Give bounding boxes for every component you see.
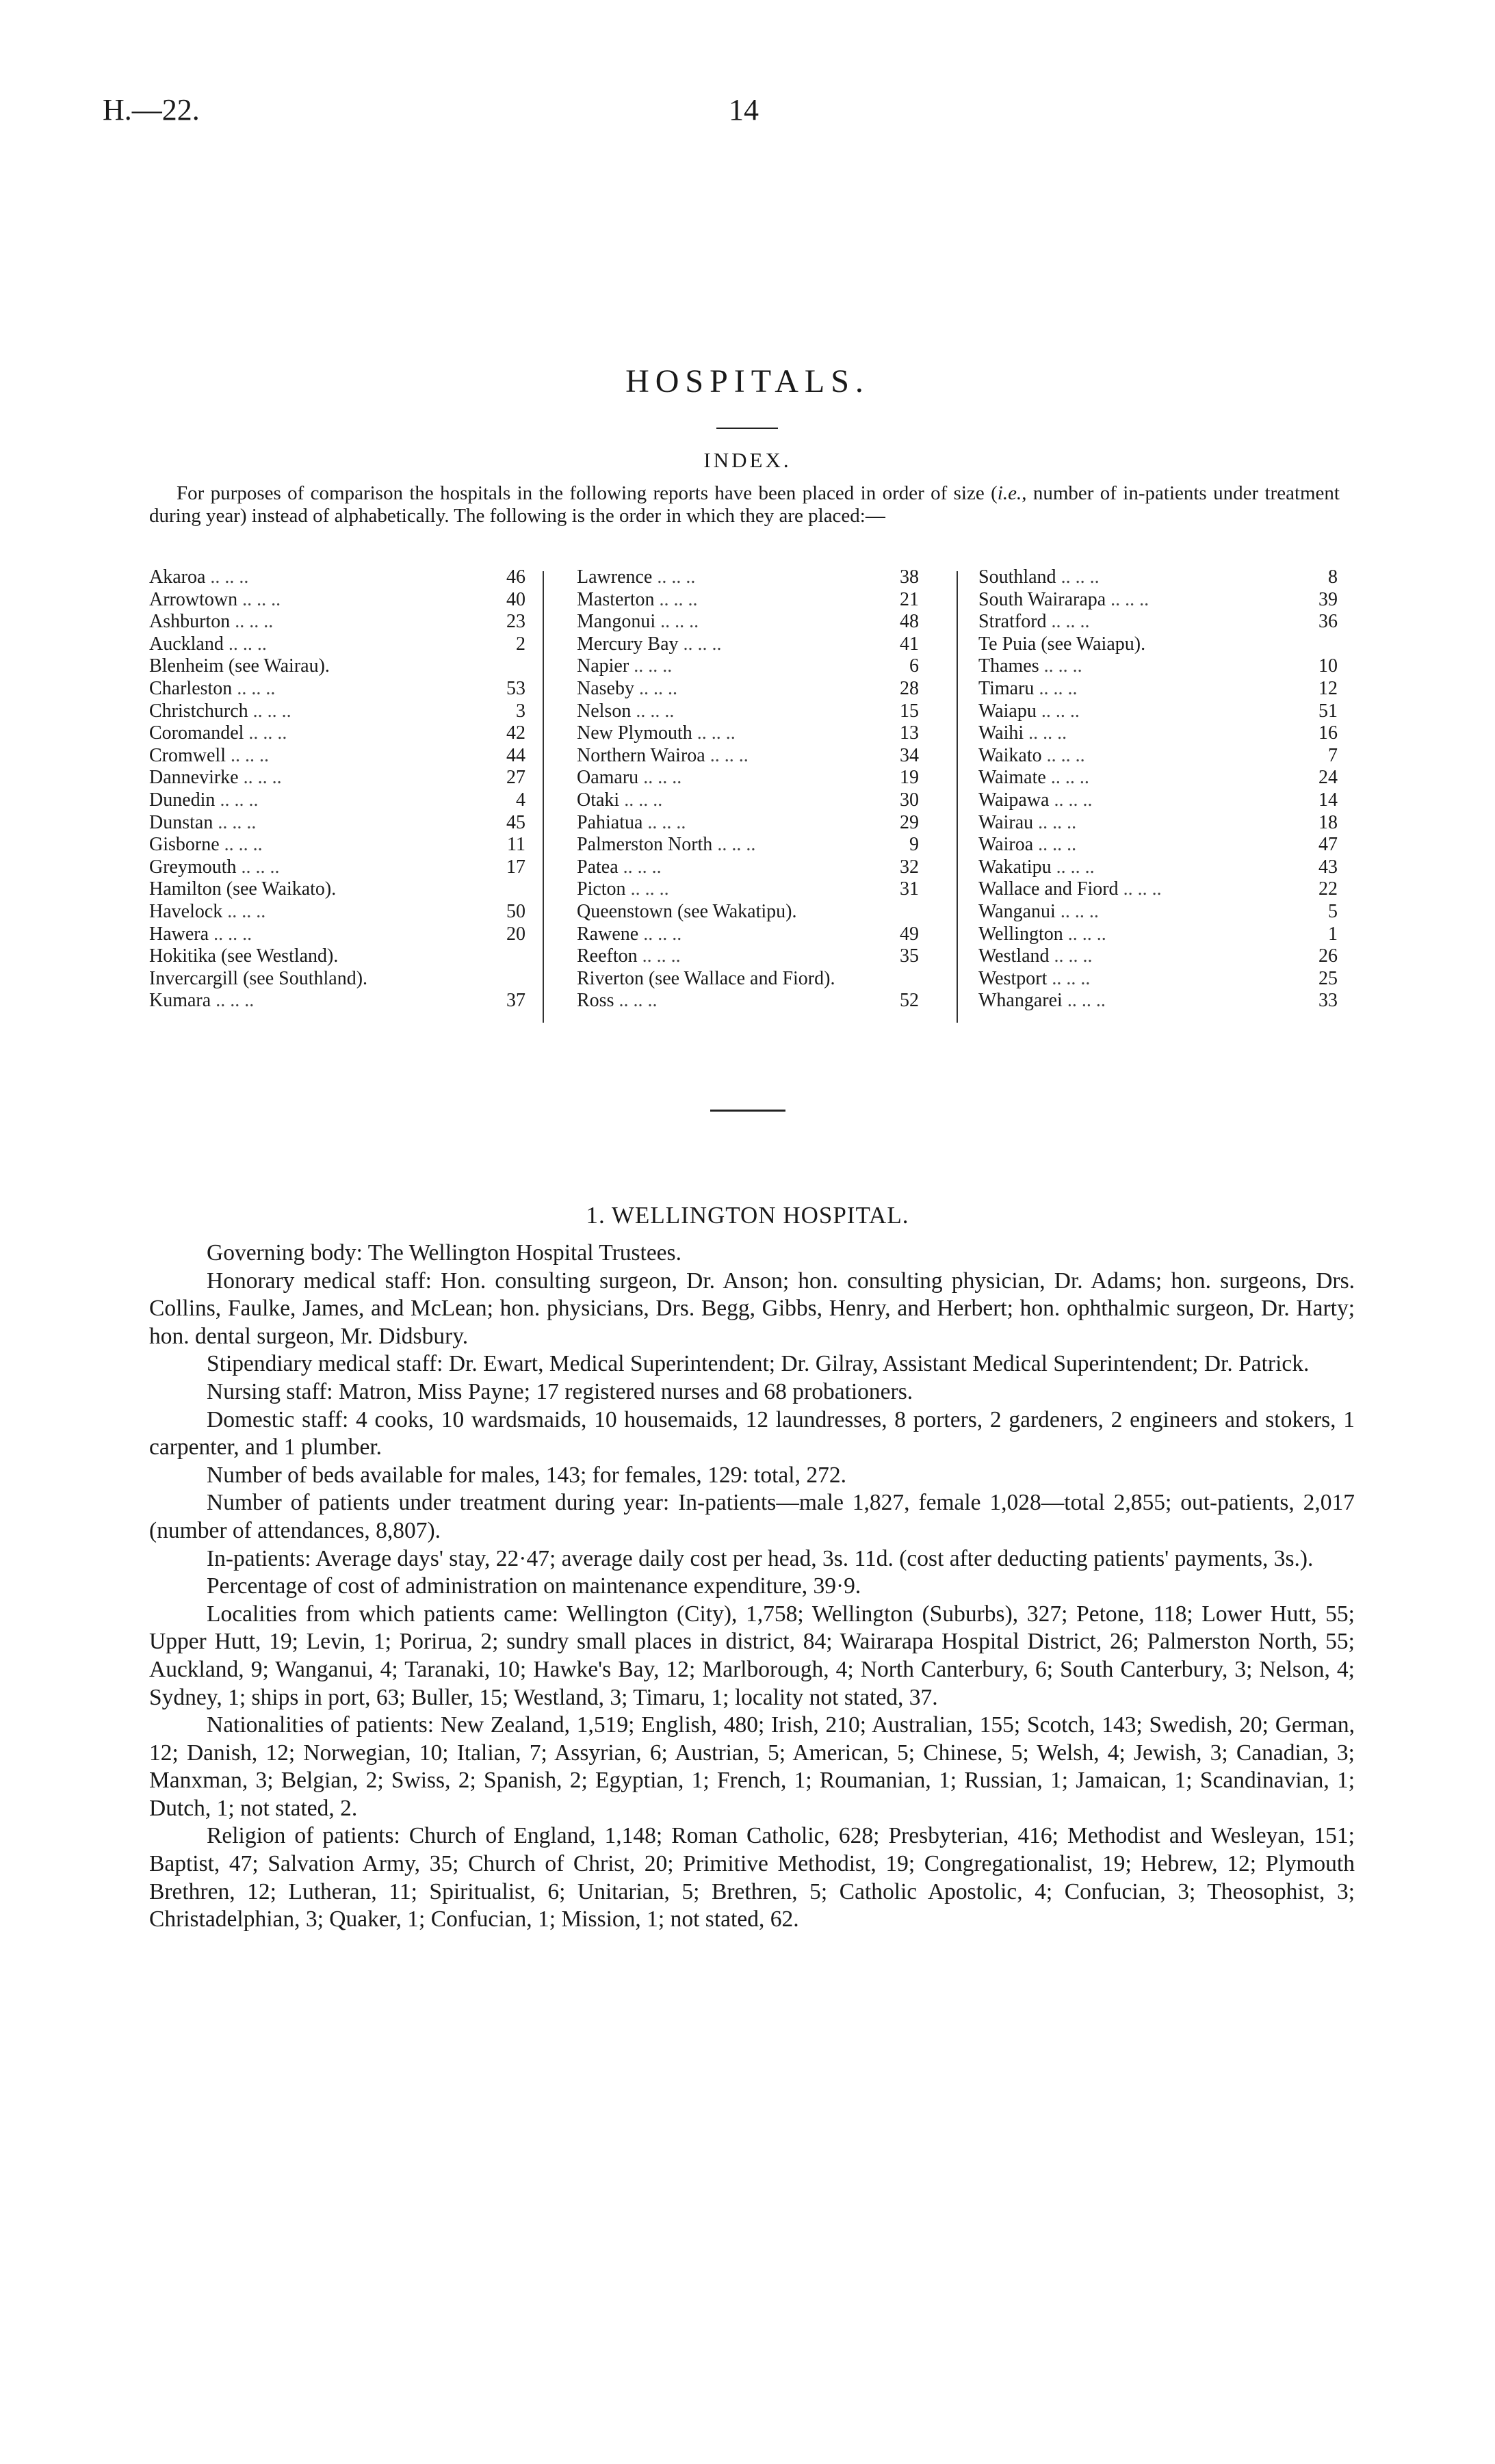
index-entry [149, 968, 525, 991]
index-entry-name: Napier .. .. .. [577, 655, 673, 677]
index-column-1 [149, 566, 525, 1012]
index-entry [978, 834, 1338, 856]
leader-dots: .. .. .. [629, 655, 673, 677]
index-entry-number: 48 [900, 611, 919, 633]
index-entry-number: 52 [900, 990, 919, 1012]
leader-dots: .. .. .. [237, 588, 281, 610]
index-entry-number: 32 [900, 856, 919, 878]
index-entry-number: 12 [1318, 677, 1338, 699]
leader-dots: .. .. .. [1063, 923, 1106, 945]
index-entry [149, 923, 525, 946]
leader-dots: .. .. .. [215, 789, 259, 811]
index-entry-name: Akaroa .. .. .. [149, 566, 249, 588]
index-entry-number: 8 [1328, 566, 1338, 588]
index-entry [577, 589, 919, 612]
leader-dots: .. .. .. [619, 789, 663, 811]
leader-dots: .. .. .. [222, 900, 266, 922]
index-entry-name: Greymouth .. .. .. [149, 856, 280, 878]
index-entry-name: Waikato .. .. .. [978, 744, 1085, 766]
index-entry [978, 589, 1338, 612]
index-entry [149, 834, 525, 856]
leader-dots: .. .. .. [654, 588, 698, 610]
index-entry-name: Northern Wairoa .. .. .. [577, 744, 749, 766]
index-entry [978, 789, 1338, 812]
index-entry-name: Lawrence .. .. .. [577, 566, 696, 588]
index-entry-number: 53 [506, 677, 525, 699]
index-entry-name: Auckland .. .. .. [149, 633, 267, 655]
index-entry-number: 15 [900, 700, 919, 722]
index-entry-name: Reefton .. .. .. [577, 945, 681, 967]
section-paragraph: Number of beds available for males, 143; for females, 129: total, 272. [207, 1462, 846, 1488]
section-paragraph: Stipendiary medical staff: Dr. Ewart, Medical Superintendent; Dr. Gilray, Assistant Medical Superintendent; Dr. Patrick. [207, 1351, 1310, 1377]
index-entry-number: 47 [1318, 834, 1338, 856]
page-title: HOSPITALS. [625, 363, 870, 399]
index-entry [577, 812, 919, 835]
section-title: 1. WELLINGTON HOSPITAL. [586, 1202, 909, 1229]
index-entry [577, 745, 919, 768]
index-entry-number [484, 655, 525, 678]
leader-dots: .. .. .. [236, 856, 280, 878]
index-entry-name: Waihi .. .. .. [978, 722, 1067, 744]
section-paragraph: Religion of patients: Church of England, 1,148; Roman Catholic, 628; Presbyterian, 416; Methodist and Wesleyan, 151; Baptist, 47; Salvation Army, 35; Church of Christ, 20; Primitive Methodist, 19; Congregationalist, 19; Hebrew, 12; Plymouth Brethren, 12; Lutheran, 11; Spiritualist, 6; Unitarian, 5; Brethren, 5; Catholic Apostolic, 4; Confucian, 3; Theosophist, 3; Christadelphian, 3; Quaker, 1; Confucian, 1; Mission, 1; not stated, 62. [149, 1823, 1355, 1932]
index-entry-number: 40 [506, 588, 525, 610]
index-entry-number: 33 [1318, 990, 1338, 1012]
index-entry-name: Hokitika (see Westland). [149, 945, 339, 967]
index-entry [149, 878, 525, 901]
leader-dots: .. .. .. [1033, 834, 1077, 856]
index-entry [149, 745, 525, 768]
index-entry-name: Charleston .. .. .. [149, 677, 276, 699]
index-entry [978, 700, 1338, 723]
intro-text: For purposes of comparison the hospitals in the following reports have been placed in order of size ( [177, 482, 998, 504]
index-entry [978, 812, 1338, 835]
leader-dots: .. .. .. [705, 744, 749, 766]
index-entry [149, 589, 525, 612]
index-entry-number: 11 [507, 834, 525, 856]
leader-dots: .. .. .. [1049, 789, 1093, 811]
leader-dots: .. .. .. [1062, 990, 1106, 1012]
index-entry-number: 34 [900, 744, 919, 766]
leader-dots: .. .. .. [1039, 655, 1082, 677]
index-entry-number [1297, 633, 1338, 656]
index-entry-name: Coromandel .. .. .. [149, 722, 287, 744]
leader-dots: .. .. .. [1047, 967, 1091, 989]
index-entry-number: 45 [506, 811, 525, 833]
index-entry-number: 26 [1318, 945, 1338, 967]
index-entry [577, 856, 919, 879]
index-entry-name: Ross .. .. .. [577, 990, 658, 1012]
section-paragraph: Honorary medical staff: Hon. consulting surgeon, Dr. Anson; hon. consulting physician, Dr. Adams; hon. surgeons, Drs. Collins, Faulke, James, and McLean; hon. physicians, Drs. Begg, Gibbs, Henry, and Herbert; hon. ophthalmic surgeon, Dr. Harty; hon. dental surgeon, Mr. Didsbury. [149, 1268, 1355, 1349]
index-entry [149, 678, 525, 700]
index-entry [577, 611, 919, 633]
column-divider [543, 571, 544, 1023]
leader-dots: .. .. .. [712, 834, 756, 856]
index-intro [149, 482, 1340, 527]
index-entry [978, 767, 1338, 789]
index-intro-paragraph [149, 482, 1340, 527]
leader-dots: .. .. .. [625, 878, 669, 900]
section-paragraph: Domestic staff: 4 cooks, 10 wardsmaids, 10 housemaids, 12 laundresses, 8 porters, 2 gardeners, 2 engineers and stokers, 1 carpenter, and 1 plumber. [149, 1406, 1355, 1460]
index-entry-name: Hawera .. .. .. [149, 923, 252, 945]
index-entry-name: South Wairarapa .. .. .. [978, 588, 1149, 610]
leader-dots: .. .. .. [678, 633, 722, 655]
index-entry [978, 722, 1338, 745]
index-heading: INDEX. [703, 448, 792, 472]
leader-dots: .. .. .. [1046, 611, 1090, 633]
leader-dots: .. .. .. [1036, 700, 1080, 722]
index-entry-number: 20 [506, 923, 525, 945]
index-entry-number: 17 [506, 856, 525, 878]
index-column-3 [978, 566, 1338, 1012]
leader-dots: .. .. .. [230, 611, 274, 633]
leader-dots: .. .. .. [1034, 677, 1078, 699]
index-column-2 [577, 566, 919, 1012]
index-entry [577, 990, 919, 1012]
index-entry-number: 18 [1318, 811, 1338, 833]
index-entry-name: Wakatipu .. .. .. [978, 856, 1095, 878]
index-entry-name: Thames .. .. .. [978, 655, 1082, 677]
leader-dots: .. .. .. [248, 700, 291, 722]
index-entry [149, 789, 525, 812]
leader-dots: .. .. .. [244, 722, 287, 744]
index-entry-name: Gisborne .. .. .. [149, 834, 263, 856]
index-entry-name: Queenstown (see Wakatipu). [577, 900, 797, 922]
index-entry-name: Waiapu .. .. .. [978, 700, 1080, 722]
index-entry [149, 633, 525, 656]
leader-dots: .. .. .. [631, 700, 675, 722]
index-entry-number: 38 [900, 566, 919, 588]
index-entry-number: 2 [516, 633, 525, 655]
leader-dots: .. .. .. [1049, 945, 1093, 967]
index-entry-number: 21 [900, 588, 919, 610]
index-entry [149, 566, 525, 589]
index-entry-name: Wellington .. .. .. [978, 923, 1106, 945]
column-divider [957, 571, 958, 1023]
leader-dots: .. .. .. [1055, 900, 1099, 922]
index-entry-name: Wairau .. .. .. [978, 811, 1077, 833]
index-entry [978, 566, 1338, 589]
leader-dots: .. .. .. [642, 811, 686, 833]
section-paragraph: Nationalities of patients: New Zealand, 1,519; English, 480; Irish, 210; Australian, 155; Scotch, 143; Swedish, 20; German, 12; Danish, 12; Norwegian, 10; Italian, 7; Assyrian, 6; Austrian, 5; American, 5; Chinese, 5; Welsh, 4; Jewish, 3; Canadian, 3; Manxman, 3; Belgian, 2; Swiss, 2; Spanish, 2; Egyptian, 1; French, 1; Roumanian, 1; Russian, 1; Jamaican, 1; Scandinavian, 1; Dutch, 1; not stated, 2. [149, 1712, 1355, 1821]
page-number: 14 [729, 93, 759, 127]
index-entry-number: 10 [1318, 655, 1338, 677]
index-entry-name: Patea .. .. .. [577, 856, 662, 878]
index-entry-number: 44 [506, 744, 525, 766]
index-entry [577, 923, 919, 946]
index-entry-number: 49 [900, 923, 919, 945]
index-entry-number: 4 [516, 789, 525, 811]
intro-text-rest: , number of in-patients under treatment during year) instead of alphabetically. The following is the order in which they are placed:— [149, 482, 1340, 527]
leader-dots: .. .. .. [223, 633, 267, 655]
index-entry-name: Riverton (see Wallace and Fiord). [577, 967, 835, 989]
index-entry-name: Timaru .. .. .. [978, 677, 1078, 699]
index-entry [978, 945, 1338, 968]
index-entry-name: Masterton .. .. .. [577, 588, 698, 610]
leader-dots: .. .. .. [655, 611, 699, 633]
index-entry-name: Nelson .. .. .. [577, 700, 675, 722]
index-entry-name: Waipawa .. .. .. [978, 789, 1093, 811]
section-paragraph: Localities from which patients came: Wellington (City), 1,758; Wellington (Suburbs), 327; Petone, 118; Lower Hutt, 55; Upper Hutt, 19; Levin, 1; Porirua, 2; sundry small places in district, 84; Wairarapa Hospital District, 26; Palmerston North, 55; Auckland, 9; Wanganui, 4; Taranaki, 10; Hawke's Bay, 12; Marlborough, 4; North Canterbury, 6; South Canterbury, 3; Nelson, 4; Sydney, 1; ships in port, 63; Buller, 15; Westland, 3; Timaru, 1; locality not stated, 37. [149, 1601, 1355, 1710]
index-entry-number [484, 968, 525, 991]
index-entry-name: Te Puia (see Waiapu). [978, 633, 1146, 655]
index-entry [577, 655, 919, 678]
index-entry [978, 901, 1338, 923]
index-entry-number: 28 [900, 677, 919, 699]
leader-dots: .. .. .. [1056, 566, 1100, 588]
index-entry-name: Dunstan .. .. .. [149, 811, 257, 833]
index-entry-number: 6 [909, 655, 919, 677]
index-entry-number: 30 [900, 789, 919, 811]
index-entry-name: Wanganui .. .. .. [978, 900, 1099, 922]
index-entry-number: 31 [900, 878, 919, 900]
index-entry-name: Wallace and Fiord .. .. .. [978, 878, 1162, 900]
index-entry-number: 5 [1328, 900, 1338, 922]
leader-dots: .. .. .. [1051, 856, 1095, 878]
index-entry [577, 566, 919, 589]
leader-dots: .. .. .. [213, 811, 257, 833]
index-entry-name: Oamaru .. .. .. [577, 767, 682, 789]
index-entry-number: 16 [1318, 722, 1338, 744]
leader-dots: .. .. .. [209, 923, 252, 945]
index-entry [577, 722, 919, 745]
index-entry-name: Dunedin .. .. .. [149, 789, 259, 811]
index-entry-name: Stratford .. .. .. [978, 611, 1090, 633]
index-entry-name: Dannevirke .. .. .. [149, 767, 282, 789]
leader-dots: .. .. .. [211, 990, 255, 1012]
index-entry-name: Christchurch .. .. .. [149, 700, 291, 722]
index-entry [978, 968, 1338, 991]
leader-dots: .. .. .. [1045, 767, 1089, 789]
index-entry [978, 923, 1338, 946]
index-entry-name: Mangonui .. .. .. [577, 611, 699, 633]
index-entry [577, 834, 919, 856]
index-entry [577, 767, 919, 789]
section-paragraph: Number of patients under treatment during year: In-patients—male 1,827, female 1,028—total 2,855; out-patients, 2,017 (number of attendances, 8,807). [149, 1490, 1355, 1543]
index-entry-name: Otaki .. .. .. [577, 789, 663, 811]
index-entry [978, 655, 1338, 678]
index-entry [978, 745, 1338, 768]
leader-dots: .. .. .. [226, 744, 269, 766]
index-entry-number [878, 968, 919, 991]
leader-dots: .. .. .. [219, 834, 263, 856]
index-entry-name: Cromwell .. .. .. [149, 744, 269, 766]
index-entry-name: Whangarei .. .. .. [978, 990, 1106, 1012]
index-entry [577, 945, 919, 968]
index-entry [149, 812, 525, 835]
index-entry-number: 42 [506, 722, 525, 744]
section-paragraph: Percentage of cost of administration on maintenance expenditure, 39·9. [207, 1573, 861, 1599]
leader-dots: .. .. .. [1118, 878, 1162, 900]
index-entry-number: 23 [506, 611, 525, 633]
section-paragraph: Nursing staff: Matron, Miss Payne; 17 registered nurses and 68 probationers. [207, 1378, 913, 1404]
index-entry-name: Wairoa .. .. .. [978, 834, 1077, 856]
index-entry-name: Westport .. .. .. [978, 967, 1091, 989]
leader-dots: .. .. .. [205, 566, 249, 588]
index-entry [149, 945, 525, 968]
index-entry-number [878, 901, 919, 923]
title-rule [716, 428, 778, 429]
index-entry-number: 36 [1318, 611, 1338, 633]
index-entry [149, 990, 525, 1012]
index-entry-name: Blenheim (see Wairau). [149, 655, 330, 677]
index-entry [577, 678, 919, 700]
index-entry-number [484, 878, 525, 901]
index-entry-number: 9 [909, 834, 919, 856]
intro-italic: i.e. [997, 482, 1022, 504]
index-entry-name: Rawene .. .. .. [577, 923, 682, 945]
index-entry-number: 35 [900, 945, 919, 967]
index-entry [978, 856, 1338, 879]
index-entry-name: Naseby .. .. .. [577, 677, 677, 699]
index-entry-number: 46 [506, 566, 525, 588]
leader-dots: .. .. .. [637, 945, 681, 967]
index-entry-number: 43 [1318, 856, 1338, 878]
index-entry-number: 29 [900, 811, 919, 833]
index-entry-name: Southland .. .. .. [978, 566, 1100, 588]
index-entry-name: Palmerston North .. .. .. [577, 834, 756, 856]
index-entry-number: 7 [1328, 744, 1338, 766]
leader-dots: .. .. .. [1106, 588, 1149, 610]
leader-dots: .. .. .. [614, 990, 658, 1012]
index-entry [149, 722, 525, 745]
page-ref: H.—22. [103, 93, 200, 127]
index-entry-number: 27 [506, 767, 525, 789]
leader-dots: .. .. .. [1041, 744, 1085, 766]
index-entry [149, 767, 525, 789]
leader-dots: .. .. .. [238, 767, 282, 789]
index-entry-name: Westland .. .. .. [978, 945, 1093, 967]
index-entry [978, 990, 1338, 1012]
leader-dots: .. .. .. [1033, 811, 1077, 833]
index-entry-name: Ashburton .. .. .. [149, 611, 274, 633]
index-entry [149, 700, 525, 723]
leader-dots: .. .. .. [618, 856, 662, 878]
index-entry-name: Havelock .. .. .. [149, 900, 266, 922]
index-entry [577, 789, 919, 812]
index-entry [149, 856, 525, 879]
index-entry-name: New Plymouth .. .. .. [577, 722, 736, 744]
index-entry-number: 24 [1318, 767, 1338, 789]
index-entry-number: 13 [900, 722, 919, 744]
index-entry-name: Pahiatua .. .. .. [577, 811, 686, 833]
index-entry [978, 878, 1338, 901]
leader-dots: .. .. .. [232, 677, 276, 699]
index-entry-name: Kumara .. .. .. [149, 990, 255, 1012]
index-entry [978, 678, 1338, 700]
index-entry-name: Waimate .. .. .. [978, 767, 1089, 789]
index-entry-number: 41 [900, 633, 919, 655]
index-entry-number: 14 [1318, 789, 1338, 811]
index-entry-number: 50 [506, 900, 525, 922]
index-entry [577, 700, 919, 723]
index-entry [978, 611, 1338, 633]
index-entry [149, 901, 525, 923]
index-entry-number [484, 945, 525, 968]
index-entry-name: Mercury Bay .. .. .. [577, 633, 722, 655]
index-entry [149, 611, 525, 633]
leader-dots: .. .. .. [638, 923, 682, 945]
index-entry-number: 25 [1318, 967, 1338, 989]
index-entry [577, 901, 919, 923]
leader-dots: .. .. .. [634, 677, 677, 699]
index-entry-name: Invercargill (see Southland). [149, 967, 368, 989]
section-rule [710, 1110, 785, 1112]
index-entry-number: 51 [1318, 700, 1338, 722]
index-entry [577, 633, 919, 656]
leader-dots: .. .. .. [652, 566, 696, 588]
index-entry-number: 1 [1328, 923, 1338, 945]
section-paragraph: Governing body: The Wellington Hospital Trustees. [207, 1240, 681, 1266]
leader-dots: .. .. .. [638, 767, 682, 789]
index-entry-name: Hamilton (see Waikato). [149, 878, 337, 900]
leader-dots: .. .. .. [692, 722, 736, 744]
index-entry-name: Arrowtown .. .. .. [149, 588, 281, 610]
index-entry-number: 3 [516, 700, 525, 722]
index-entry-name: Picton .. .. .. [577, 878, 669, 900]
index-entry [149, 655, 525, 678]
index-entry-number: 39 [1318, 588, 1338, 610]
section-body [149, 1240, 1355, 1934]
section-paragraph: In-patients: Average days' stay, 22·47; average daily cost per head, 3s. 11d. (cost after deducting patients' payments, 3s.). [207, 1545, 1314, 1571]
index-entry [978, 633, 1338, 656]
index-entry [577, 968, 919, 991]
index-entry-number: 19 [900, 767, 919, 789]
index-entry-number: 22 [1318, 878, 1338, 900]
index-entry [577, 878, 919, 901]
index-entry-number: 37 [506, 990, 525, 1012]
leader-dots: .. .. .. [1024, 722, 1067, 744]
